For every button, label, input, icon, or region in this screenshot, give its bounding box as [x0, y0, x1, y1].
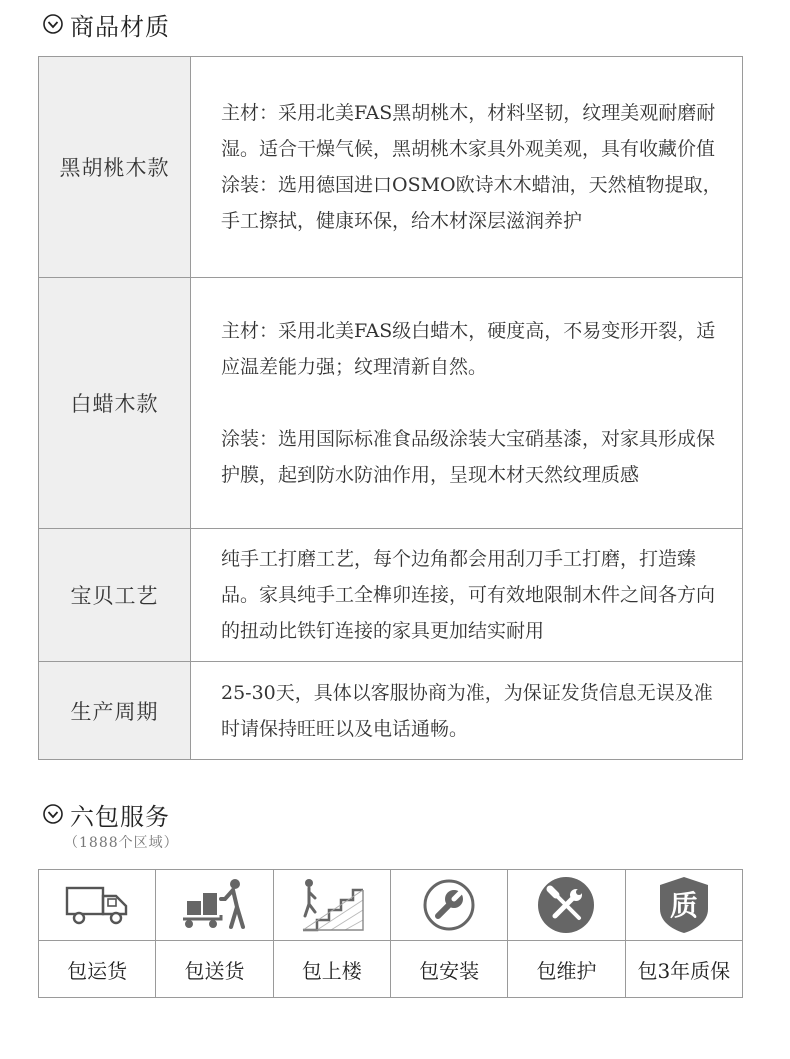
ash-coating: 涂装：选用国际标准食品级涂装大宝硝基漆，对家具形成保护膜，起到防水防油作用，呈现木材天然纹理质感: [221, 428, 716, 486]
service-label-shipping: 包运货: [39, 941, 156, 998]
service-icon-cell: [625, 870, 742, 941]
tools-icon: [536, 875, 596, 935]
walnut-coating: 涂装：选用德国进口OSMO欧诗木木蜡油，天然植物提取，手工擦拭，健康环保，给木材深层滋润养护: [221, 174, 722, 232]
service-icon-cell: [390, 870, 507, 941]
row-label-walnut: 黑胡桃木款: [39, 57, 191, 278]
row-content-craft: [191, 529, 743, 662]
service-label-row: [39, 941, 743, 998]
row-content-walnut: [191, 57, 743, 278]
table-row: [39, 662, 743, 760]
quality-glyph: 质: [669, 889, 698, 922]
row-label-production: 生产周期: [39, 662, 191, 760]
wrench-icon: [421, 877, 477, 933]
ash-main-material: 主材：采用北美FAS级白蜡木，硬度高，不易变形开裂，适应温差能力强；纹理清新自然。: [221, 320, 716, 378]
service-section-title: [42, 796, 170, 832]
material-title-text: 商品材质: [70, 12, 170, 41]
production-text: 25-30天，具体以客服协商为准，为保证发货信息无误及准时请保持旺旺以及电话通畅。: [221, 681, 713, 740]
service-label-delivery: 包送货: [156, 941, 273, 998]
service-icon-cell: [39, 870, 156, 941]
service-label-upstairs: 包上楼: [273, 941, 390, 998]
truck-icon: [64, 882, 130, 928]
table-row: [39, 57, 743, 278]
service-icon-cell: [156, 870, 273, 941]
service-label-installation: 包安装: [390, 941, 507, 998]
service-label-maintenance: 包维护: [508, 941, 625, 998]
material-table: [38, 56, 743, 760]
row-label-craft: 宝贝工艺: [39, 529, 191, 662]
material-section-title: [42, 6, 170, 42]
table-row: [39, 529, 743, 662]
table-row: [39, 278, 743, 529]
service-label-warranty: 包3年质保: [625, 941, 742, 998]
row-label-ash: 白蜡木款: [39, 278, 191, 529]
row-content-production: [191, 662, 743, 760]
chevron-circle-down-icon: [42, 803, 64, 825]
row-content-ash: [191, 278, 743, 529]
walnut-main-material: 主材：采用北美FAS黑胡桃木，材料坚韧，纹理美观耐磨耐湿。适合干燥气候，黑胡桃木家具外观美观，具有收藏价值: [221, 102, 716, 160]
stairs-icon: [297, 876, 367, 934]
service-subtitle: （1888个区域）: [64, 835, 179, 851]
service-table: [38, 869, 743, 998]
hand-truck-icon: [179, 877, 249, 933]
service-icon-row: [39, 870, 743, 941]
service-icon-cell: [273, 870, 390, 941]
service-icon-cell: [508, 870, 625, 941]
craft-text: 纯手工打磨工艺，每个边角都会用刮刀手工打磨，打造臻品。家具纯手工全榫卯连接，可有效地限制木件之间各方向的扭动比铁钉连接的家具更加结实耐用: [221, 548, 716, 642]
quality-badge-icon: [657, 875, 711, 935]
service-title-text: 六包服务: [70, 802, 170, 831]
chevron-circle-down-icon: [42, 13, 64, 35]
